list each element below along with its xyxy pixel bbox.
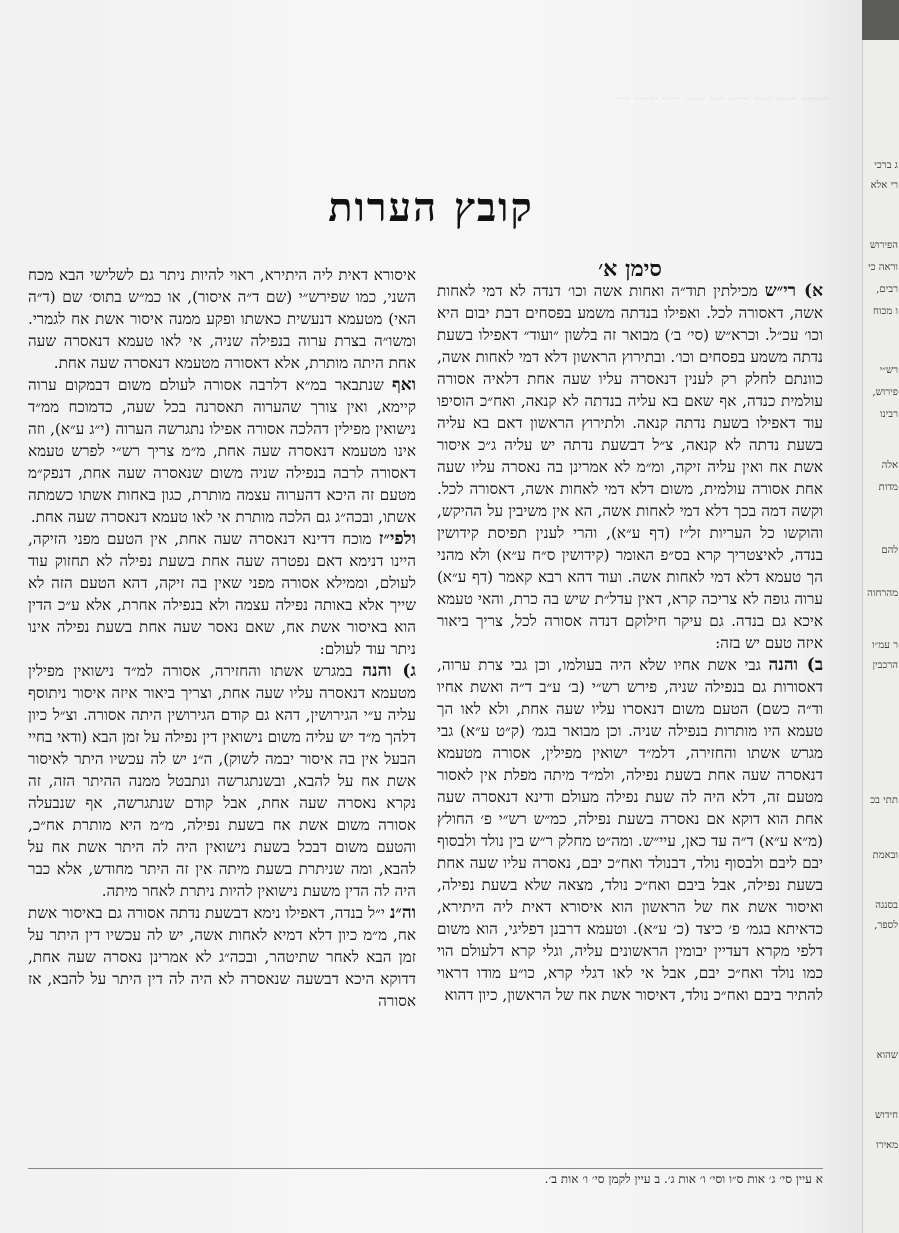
paragraph-text: מכילתין תוד״ה ואחות אשה וכו׳ דנדה לא דמי לאחות אשה, דאסורה לכל. ואפילו בנדתה משמע בפסחים דבת יבום היא וכו׳ עכ״ל. וכרא״ש (סי׳ ב׳) מבואר זה בלשון ״ועוד״ דאפילו בשעת נדתה משמע בפסחים וכו׳. ובתירוץ הראשון דלא דמי לאחות אשה, כוונתם לחלק רק לענין דנאסרה עליו שעה אחת דלאיה אסורה עולמית כנדה, אף שאם בא עליה בנדתה לא קנאה, ואח״כ הוסיפו עוד דאפילו בשעת נדתה קנאה. ולתירוץ הראשון דאם בא עליה בשעת נדתה לא קנאה, צ״ל דבשעת נדתה יש עליה ג״כ איסור אשת אח ואין עליה זיקה, ומ״מ לא אמרינן בה נאסרה עליו שעה אחת אסורה עולמית, משום דלא דמי לאחות אשה, דאסורה לכל. וקשה דמה בכך דלא דמי לאחות אשה, הא אין משיבין על ההיקש, והוקשו כל העריות זל״ז (דף ע״א), והרי לענין תפיסת קידושין בנדה, לאיצטריך קרא בס״פ האומר (קידושין ס״ח ע״א) ולא מהני הך טעמא דלא דמי לאחות אשה. ועוד דהא רבא קאמר (דף ע״א) ערוה גופה לא צריכה קרא, דאין עדל״ת שיש בה כרת, והאי טעמא איכא גם בנדה. גם עיקר חילוקם דנדה אסורה לכל, צריך ביאור איזה טעם יש בזה: (437, 282, 823, 652)
paragraph (28, 528, 416, 660)
edge-fragment: אלה (881, 460, 898, 471)
edge-fragment: רבים, (876, 284, 898, 295)
paragraph (28, 660, 416, 902)
paragraph-lead: ואף (391, 375, 417, 395)
paragraph-lead: א) רי״ש (764, 281, 824, 301)
edge-fragment: הרכבין (872, 660, 898, 671)
paragraph-text: מוכח דדינא דנאסרה שעה אחת, אין הטעם מפני הזיקה, היינו דנימא דאם נפטרה שעה אחת בשעת נפילה לא תחזוק עוד לעולם, וממילא אסורה מפני שאין בה זיקה, דהא הטעם הזה לא שייך אלא באותה נפילה עצמה ולא בנפילה אחרת, אלא ע״כ הדין הוא באיסור אשת אח, שאם נאסר שעה אחת בשעת נפילה אינו ניתר עוד לעולם: (28, 530, 416, 658)
paragraph-text: י״ל בנדה, דאפילו נימא דבשעת נדתה אסורה גם באיסור אשת אח, מ״מ כיון דלא דמיא לאחות אשה, יש לה עכשיו דין היתר על זמן הבא לאחר שתיטהר, ובכה״ג לא אמרינן נאסרה שעה אחת, דדוקא היכא דבשעה שנאסרה לא היה לה דין היתר על להבא, אז אסורה (28, 904, 416, 1010)
edge-fragment: שהוא (876, 1050, 898, 1061)
edge-fragment: רבינו (879, 409, 898, 420)
edge-fragment: מאירו (875, 1140, 898, 1151)
edge-fragment: רי אלא (870, 180, 898, 191)
edge-fragment: הפירוש (869, 240, 898, 251)
edge-fragment: ר עמ״ו (871, 640, 898, 651)
paragraph (437, 654, 823, 1006)
edge-fragment: ובאמת (872, 850, 898, 861)
paragraph (28, 374, 416, 528)
paragraph-text: במגרש אשתו והחזירה, אסורה למ״ד נישואין מפילין מטעמא דנאסרה עליו שעה אחת, וצריך ביאור איזה איסור ניתוסף עליה ע״י הגירושין, דהא גם קודם הגירושין היתה אסורה. וצ״ל כיון דלהך מ״ד יש עליה משום נישואין דין נפילה על זמן הבא (ודאי בחיי הבעל אין בה איסור יבמה לשוק), ה״נ יש לה עכשיו היתר לאיסור אשת אח על להבא, ובשנתגרשה ונתבטל ממנה ההיתר הזה, זה נקרא נאסרה שעה אחת, אבל קודם שנתגרשה, אף שנבעלה אסורה משום אשת אח בשעת נפילה, מ״מ היא מותרת אח״כ, והטעם משום דבכל בשעת נישואין היה לה היתר אשת אח על להבא, ומה שניתרת בשעת מיתה אין זה היתר מחודש, אלא כבר היה לה הדין משעת נישואין להיות ניתרת לאחר מיתה. (28, 662, 416, 900)
edge-fragment: תתי בכ (870, 795, 898, 806)
adjacent-page-edge (862, 40, 899, 1233)
edge-fragment: פירוש, (872, 387, 898, 398)
paragraph (28, 264, 416, 374)
paragraph-lead: ג) והנה (362, 661, 417, 681)
paragraph-text: שנתבאר במ״א דלרבה אסורה לעולם משום דבמקום ערוה קיימא, ואין צורך שהערוה תאסרנה בכל שעה, כדמוכח ממ״ד נישואין מפילין דהלכה אסורה אפילו נתגרשה הערוה (י״ג ע״א), וזה אינו מטעמא דנאסרה שעה אחת, מ״מ צריך רש״י לפרש טעמא דאסורה לרבה בנפילה שניה משום שנאסרה שעה אחת, דנפק״מ מטעם זה היכא דהערוה עצמה מותרת, כגון באחות אשתו כשמתה אשתו, ובכה״ג גם הלכה מותרת אי לאו טעמא דנאסרה שעה אחת. (28, 376, 416, 526)
footnote: א עיין סי׳ ג׳ אות ס״ו וסי׳ ו׳ אות ג׳. ב עיין לקמן סי׳ ו׳ אות ב׳. (544, 1172, 823, 1186)
right-column (437, 258, 823, 1006)
paragraph-lead: וה״נ (389, 903, 417, 923)
edge-fragment: וראה כי (868, 262, 898, 273)
siman-heading: סימן א׳ (598, 256, 662, 282)
paragraph-text: איסורא דאית ליה היתירא, ראוי להיות ניתר גם לשלישי הבא מכח השני, כמו שפירש״י (שם ד״ה איסור), או כמ״ש בתוס׳ שם (ד״ה האי) מטעמא דנעשית כאשתו ופקע ממנה איסור אשת אח לגמרי. ומשו״ה בצרת ערוה בנפילה שניה, אי לאו טעמא דנאסרה שעה אחת היתה מותרת, אלא דאסורה מטעמא דנאסרה שעה אחת. (28, 266, 416, 372)
edge-fragment: ג ברכי (874, 160, 898, 171)
footnote-divider (28, 1168, 823, 1169)
edge-fragment: רש״י (879, 365, 898, 376)
paragraph-text: גבי אשת אחיו שלא היה בעולמו, וכן גבי צרת ערוה, דאסורות גם בנפילה שניה, פירש רש״י (ב׳ ע״ב ד״ה ואשת אחיו וד״ה כשם) הטעם משום דנאסרו עליו שעה אחת, ולא לאו הך טעמא היו מותרות בנפילה שניה. וכן מבואר בגמ׳ (ק״ט ע״א) גבי מגרש אשתו והחזירה, דלמ״ד ישואין מפילין, אסורה מטעמא דנאסרה שעה אחת בשעת נפילה, ולמ״ד מיתה מפלת אין לאסור מטעם זה, דלא היה לה שעת נפילה מעולם ודינא דנאסרה שעה אחת הוא דוקא אם נאסרה בשעת נפילה, כמ״ש רש״י פ׳ החולץ (מ״א ע״א) ד״ה עד כאן, עיי״ש. ומה״ט מחלק ר״ש בין נולד ולבסוף יבם ליבם ולבסוף נולד, דבנולד ואח״כ יבם, נאסרה עליו שעה אחת בשעת נפילה, אבל ביבם ואח״כ נולד, מצאה שלא בשעת נפילה, ואיסור אשת אח של הראשון הוא איסורא דאית ליה היתירא, כדאיתא בגמ׳ פ׳ כיצד (כ׳ ע״א). וטעמא דרבנן דפליגי, הוא משום דלפי מקרא דעדיין יבומין הראשונים עליה, וגלי קרא דלעולם הוי כמו נולד ואח״כ יבם, אבל אי לאו דגלי קרא, כו״ע מודו דראוי להתיר ביבם ואח״כ נולד, דאיסור אשת אח של הראשון, כיון דהוא (437, 656, 823, 1004)
left-column (28, 264, 416, 1012)
bleed-through-text: ׳״׳׳׳׳׳׳׳ ׳׳׳׳׳׳׳ ׳׳׳׳׳׳ ׳׳׳׳׳׳׳ ׳׳׳׳׳ ׳׳׳׳׳׳׳ ׳׳׳׳׳׳ ׳׳׳׳׳׳׳׳ ׳׳׳׳׳ (614, 93, 830, 108)
edge-fragment: להם (881, 545, 898, 556)
edge-fragment: מדות (878, 482, 898, 493)
edge-fragment: מהרחוה (867, 588, 898, 599)
edge-fragment: לספר, (874, 920, 898, 931)
paragraph (437, 280, 823, 654)
page-title: קובץ הערות (328, 184, 534, 231)
paragraph (28, 902, 416, 1012)
edge-fragment: בסנגה (875, 900, 898, 911)
paragraph-lead: ב) והנה (768, 655, 824, 675)
paragraph-lead: ולפי״ז (378, 529, 416, 549)
edge-fragment: ו מכוח (872, 306, 898, 317)
edge-fragment: חידוש (875, 1110, 898, 1121)
